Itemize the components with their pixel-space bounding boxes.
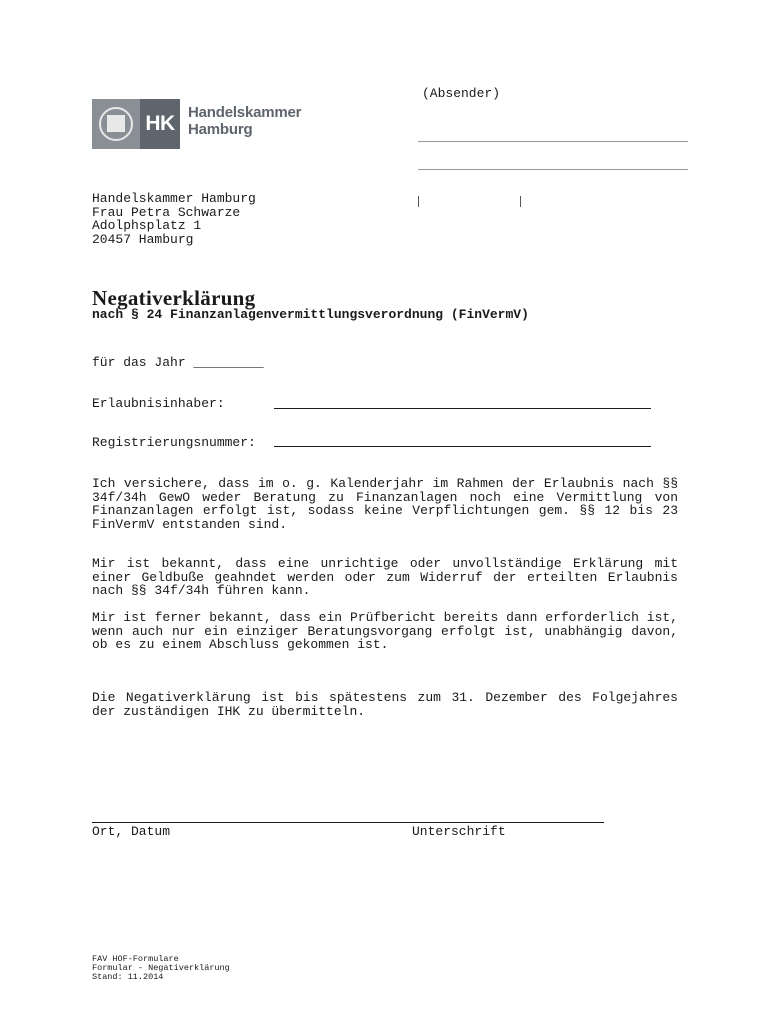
logo-name-line2: Hamburg	[188, 121, 253, 138]
date-box-left-mark	[418, 196, 419, 207]
signature-label: Unterschrift	[412, 824, 506, 839]
recipient-line: Handelskammer Hamburg	[92, 191, 256, 206]
logo-mark: HK	[140, 99, 180, 149]
recipient-line: 20457 Hamburg	[92, 231, 194, 247]
penalty-paragraph: Mir ist bekannt, dass eine unrichtige oder unvollständige Erklärung mit einer Geldbuße geahndet werden oder zum Widerruf der erteilten Erlaubnis nach §§ 34f/34h führen kann.	[92, 556, 678, 599]
date-box-right-mark	[520, 196, 521, 207]
deadline-paragraph: Die Negativerklärung ist bis spätestens zum 31. Dezember des Folgejahres der zuständigen IHK zu übermitteln.	[92, 690, 678, 719]
logo-name-line1: Handelskammer	[188, 104, 302, 121]
footer-line: Formular - Negativerklärung	[92, 963, 230, 973]
logo-name	[188, 104, 301, 138]
place-date-label: Ort, Datum	[92, 824, 171, 839]
sender-label: (Absender)	[422, 86, 501, 101]
year-input[interactable]	[202, 356, 280, 370]
recipient-line: Adolphsplatz 1	[92, 218, 202, 234]
page-title: Negativerklärung	[92, 286, 256, 310]
year-field-label: für das Jahr _________	[92, 355, 264, 370]
holder-input[interactable]	[274, 408, 651, 409]
registration-input[interactable]	[274, 446, 651, 447]
footer-line: FAV HOF-Formulare	[92, 954, 179, 964]
form-footer	[92, 955, 230, 982]
registration-field-label: Registrierungsnummer:	[92, 435, 256, 450]
recipient-line: Frau Petra Schwarze	[92, 204, 241, 220]
page-subtitle: nach § 24 Finanzanlagenvermittlungsverordnung (FinVermV)	[92, 307, 529, 322]
sender-line-2[interactable]	[418, 169, 688, 170]
declaration-paragraph: Ich versichere, dass im o. g. Kalenderjahr im Rahmen der Erlaubnis nach §§ 34f/34h GewO weder Beratung zu Finanzanlagen noch eine Vermittlung von Finanzanlagen erfolgt ist, sodass keine Verpflichtungen gem. §§ 12 bis 23 FinVermV entstanden sind.	[92, 476, 678, 532]
logo-seal-icon	[92, 99, 140, 149]
recipient-address	[92, 192, 256, 246]
holder-field-label: Erlaubnisinhaber:	[92, 396, 225, 411]
footer-line: Stand: 11.2014	[92, 972, 164, 982]
sender-line-1[interactable]	[418, 141, 688, 142]
audit-paragraph: Mir ist ferner bekannt, dass ein Prüfbericht bereits dann erforderlich ist, wenn auch nur ein einziger Beratungsvorgang erfolgt ist, unabhängig davon, ob es zu einem Abschluss gekommen ist.	[92, 610, 678, 653]
signature-line[interactable]	[92, 822, 604, 823]
